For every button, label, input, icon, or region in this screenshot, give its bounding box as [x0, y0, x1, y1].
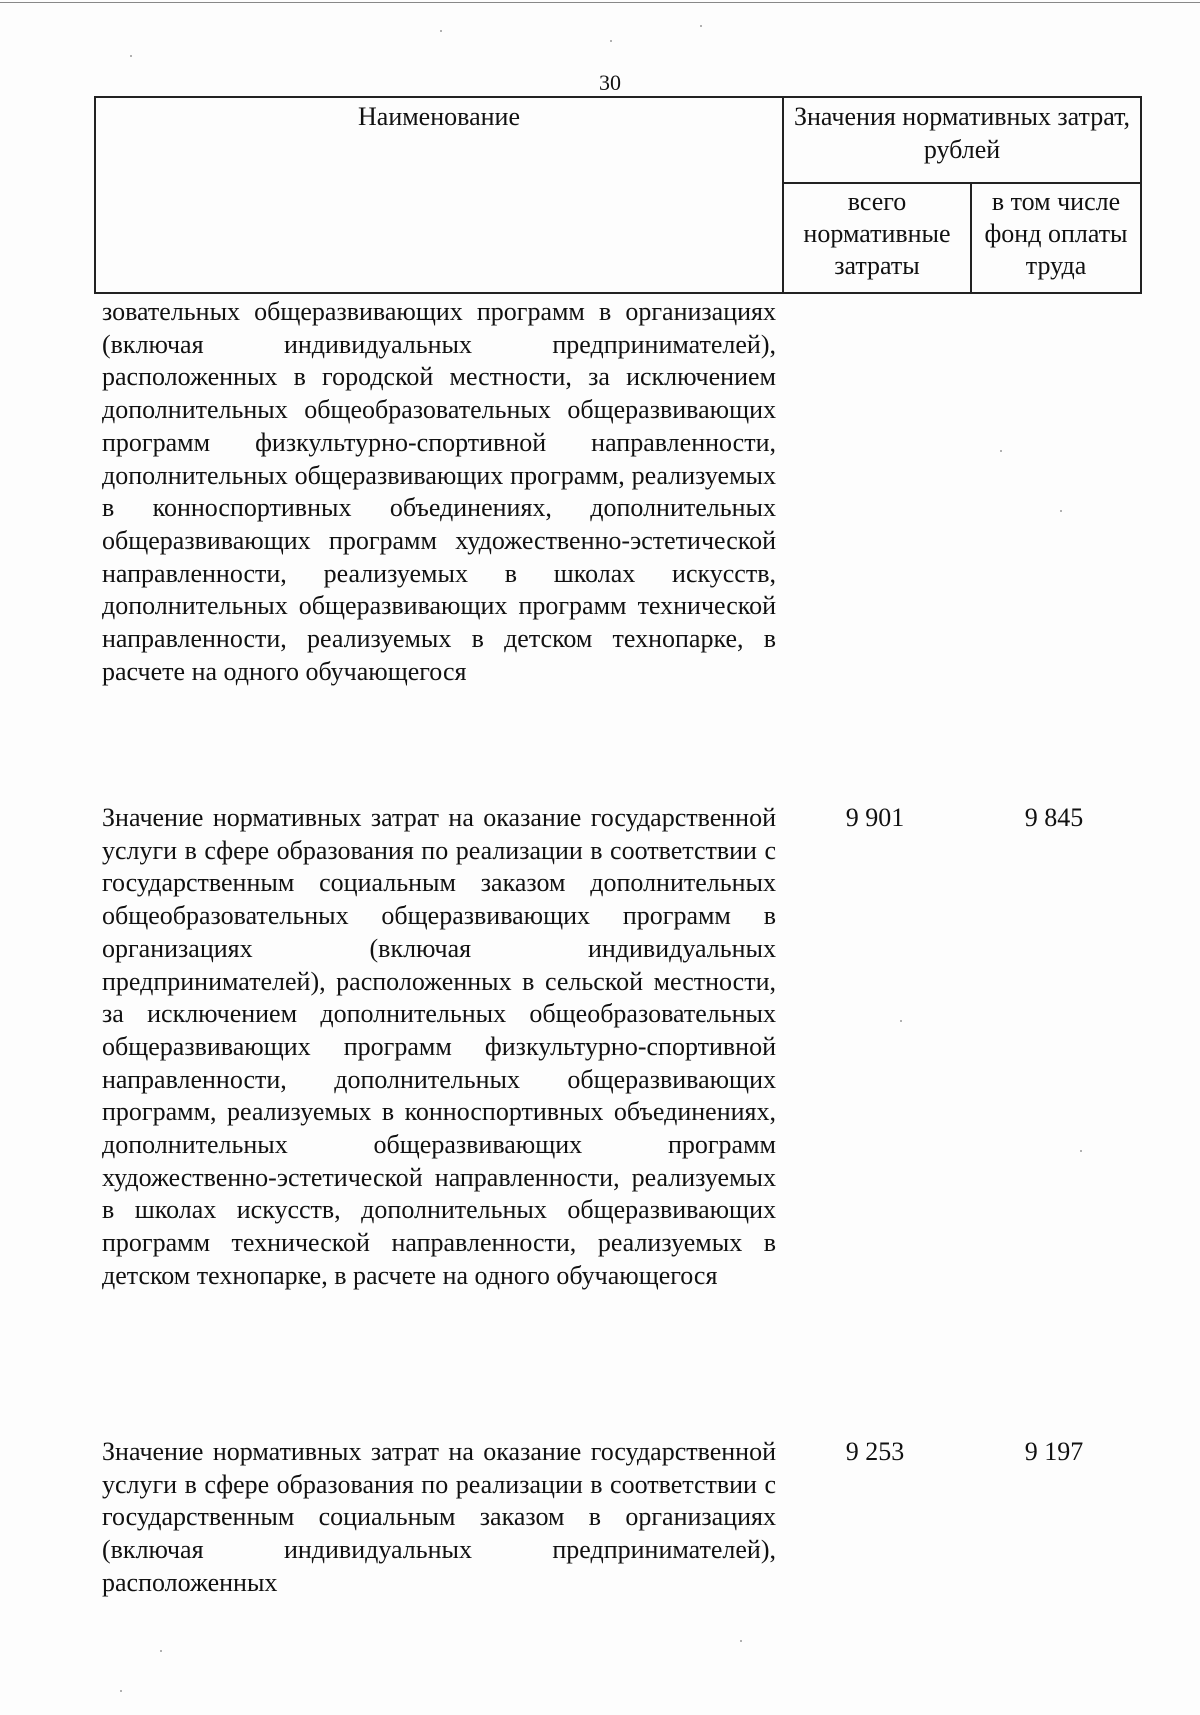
- header-fund-column: в том числе фонд оплаты труда: [984, 187, 1128, 280]
- scan-speck: [1000, 450, 1002, 452]
- header-name-column: Наименование: [358, 102, 520, 131]
- page-number: 30: [599, 70, 621, 95]
- scan-speck: [900, 1020, 902, 1022]
- scan-speck: [160, 1650, 162, 1652]
- scan-speck: [440, 30, 442, 32]
- header-divider: [782, 182, 1140, 184]
- top-edge-rule: [0, 2, 1200, 3]
- scan-speck: [1080, 1150, 1082, 1152]
- row-name-text: Значение нормативных затрат на оказание государственной услуги в сфере образования по реализации в соответствии с государственным социальным заказом в организациях (включая индивидуальных предпринимателей), расположенных: [102, 1437, 776, 1597]
- row-name-text: Значение нормативных затрат на оказание государственной услуги в сфере образования по реализации в соответствии с государственным социальным заказом дополнительных общеобразовательных общеразвивающих программ в организациях (включая индивидуальных предпринимателей), расположенных в сельской местности, за исключением дополнительных общеобразовательных общеразвивающих программ физкультурно-спортивной направленности, дополнительных общеразвивающих программ, реализуемых в конноспортивных объединениях, дополнительных общеразвивающих программ художественно-эстетической направленности, реализуемых в школах искусств, дополнительных общеразвивающих программ технической направленности, реализуемых в детском технопарке, в расчете на одного обучающегося: [102, 803, 776, 1290]
- header-values-column: Значения нормативных затрат, рублей: [793, 102, 1131, 164]
- scan-speck: [130, 55, 132, 57]
- row-fund-value: 9 845: [1024, 803, 1084, 832]
- scan-speck: [700, 25, 702, 27]
- scan-speck: [120, 1690, 122, 1692]
- header-total-column: всего нормативные затраты: [803, 187, 951, 280]
- scan-speck: [1060, 510, 1062, 512]
- scan-speck: [740, 1640, 742, 1642]
- row-name-text: зовательных общеразвивающих программ в организациях (включая индивидуальных предпринимателей), расположенных в городской местности, за исключением дополнительных общеобразовательных общеразвивающих программ физкультурно-спортивной направленности, дополнительных общеразвивающих программ, реализуемых в конноспортивных объединениях, дополнительных общеразвивающих программ художественно-эстетической направленности, реализуемых в школах искусств, дополнительных общеразвивающих программ технической направленности, реализуемых в детском технопарке, в расчете на одного обучающегося: [102, 297, 776, 686]
- scan-speck: [610, 40, 612, 42]
- row-fund-value: 9 197: [1024, 1437, 1084, 1466]
- row-total-value: 9 901: [845, 803, 905, 832]
- row-total-value: 9 253: [845, 1437, 905, 1466]
- table-header: [94, 96, 1142, 294]
